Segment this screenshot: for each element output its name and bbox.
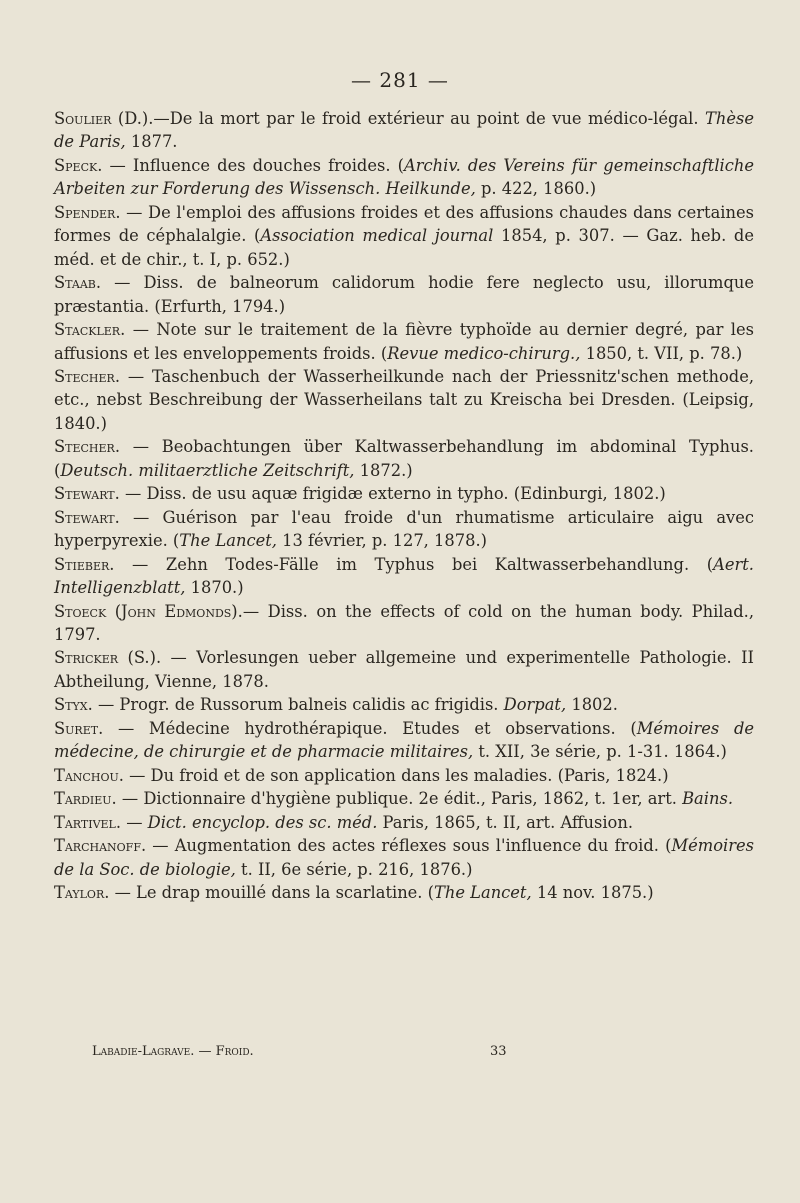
- entry-author: Tardieu.: [54, 789, 117, 809]
- entry-author: Stieber.: [54, 554, 115, 574]
- entry-text: — Beobachtungen über Kaltwasserbehandlung im abdominal Typhus. (: [54, 437, 754, 480]
- entry-text: (D.).—De la mort par le froid extérieur au point de vue médico-légal.: [111, 109, 706, 128]
- entry-author: Suret.: [54, 718, 104, 738]
- entry-source: The Lancet,: [179, 531, 277, 551]
- entry-source: Association medical journal: [260, 226, 494, 246]
- entry-author: Stoeck (John Edmonds).: [54, 601, 243, 621]
- bibliography-entry: [54, 506, 754, 553]
- entry-details: 1802.: [566, 695, 618, 715]
- entry-text: — Taschenbuch der Wasserheilkunde nach der Priessnitz'schen methode, etc., nebst Beschreibung der Wasserheilans talt zu Kreischa bei Dresden. (Leipsig, 1840.): [54, 366, 754, 433]
- entry-source: The Lancet,: [434, 882, 532, 902]
- entry-text: (S.). — Vorlesungen ueber allgemeine und experimentelle Pathologie. II Abtheilung, Vienne, 1878.: [54, 648, 754, 691]
- entry-text: — Du froid et de son application dans les maladies. (Paris, 1824.): [123, 765, 669, 785]
- footer-signature: [92, 1044, 512, 1059]
- bibliography-entry: [54, 482, 754, 505]
- bibliography-list: [54, 107, 754, 904]
- sheet-number: 33: [490, 1044, 507, 1059]
- entry-source: Archiv. des Vereins für gemeinschaftliche Arbeiten zur Forderung des Wissensch. Heilkunde,: [54, 155, 754, 199]
- bibliography-entry: [54, 717, 754, 764]
- entry-details: 1854, p. 307. — Gaz. heb. de méd. et de chir., t. I, p. 652.): [54, 226, 754, 269]
- entry-text: — Influence des douches froides. (: [102, 155, 404, 175]
- entry-author: Stackler.: [54, 320, 126, 340]
- bibliography-entry: [54, 646, 754, 693]
- bibliography-entry: [54, 693, 754, 716]
- footer-signature-text: Labadie-Lagrave. — Froid.: [92, 1044, 254, 1059]
- entry-text: — Médecine hydrothérapique. Etudes et observations. (: [103, 718, 637, 738]
- entry-author: Soulier: [54, 109, 112, 128]
- entry-details: t. II, 6e série, p. 216, 1876.): [235, 859, 473, 879]
- entry-text: — Note sur le traitement de la fièvre typhoïde au dernier degré, par les affusions et les enveloppements froids. (: [54, 320, 754, 363]
- entry-author: Stecher.: [54, 366, 121, 386]
- entry-source: Dorpat,: [503, 695, 567, 715]
- entry-source: Thèse de Paris,: [54, 109, 754, 152]
- entry-text: — Progr. de Russorum balneis calidis ac frigidis.: [92, 695, 504, 715]
- entry-text: — Le drap mouillé dans la scarlatine. (: [109, 882, 435, 902]
- bibliography-entry: [54, 787, 754, 810]
- entry-source: Dict. encyclop. des sc. méd.: [147, 812, 378, 832]
- entry-author: Styx.: [54, 695, 93, 715]
- entry-author: Taylor.: [54, 882, 110, 902]
- entry-details: 14 nov. 1875.): [531, 882, 654, 902]
- entry-author: Staab.: [54, 273, 102, 293]
- entry-text: — Zehn Todes-Fälle im Typhus bei Kaltwasserbehandlung. (: [114, 554, 714, 574]
- entry-details: 1872.): [354, 460, 413, 480]
- entry-details: t. XII, 3e série, p. 1-31. 1864.): [473, 742, 727, 762]
- entry-details: Paris, 1865, t. II, art. Affusion.: [377, 812, 634, 832]
- entry-details: 13 février, p. 127, 1878.): [276, 531, 487, 551]
- entry-text: — Dictionnaire d'hygiène publique. 2e édit., Paris, 1862, t. 1er, art.: [116, 789, 683, 809]
- entry-text: — Augmentation des actes réflexes sous l'influence du froid. (: [146, 836, 672, 856]
- entry-source: Bains.: [682, 789, 733, 809]
- entry-source: Aert. Intelligenzblatt,: [54, 554, 754, 598]
- entry-author: Stewart.: [54, 507, 120, 527]
- entry-author: Spender.: [54, 202, 121, 222]
- entry-details: 1850, t. VII, p. 78.): [580, 343, 743, 363]
- bibliography-entry: [54, 553, 754, 600]
- bibliography-entry: [54, 318, 754, 365]
- entry-text: — Diss. de balneorum calidorum hodie fere neglecto usu, illorumque præstantia. (Erfurth, 1794.): [54, 273, 754, 316]
- entry-text: — Diss. de usu aquæ frigidæ externo in typho. (Edinburgi, 1802.): [119, 484, 666, 504]
- entry-author: Stricker: [54, 648, 119, 668]
- bibliography-entry: [54, 201, 754, 271]
- entry-author: Tartivel.: [54, 812, 122, 832]
- entry-text: — Diss. on the effects of cold on the human body. Philad., 1797.: [54, 601, 754, 644]
- entry-text: — Guérison par l'eau froide d'un rhumatisme articulaire aigu avec hyperpyrexie. (: [54, 507, 754, 551]
- entry-details: p. 422, 1860.): [475, 179, 597, 199]
- bibliography-entry: [54, 811, 754, 834]
- bibliography-entry: [54, 271, 754, 318]
- bibliography-entry: [54, 107, 754, 154]
- entry-author: Stecher.: [54, 437, 121, 457]
- bibliography-entry: [54, 154, 754, 201]
- bibliography-entry: [54, 600, 754, 647]
- entry-source: Deutsch. militaerztliche Zeitschrift,: [60, 460, 355, 480]
- entry-author: Tarchanoff.: [54, 836, 147, 856]
- bibliography-entry: [54, 881, 754, 904]
- entry-text: — De l'emploi des affusions froides et des affusions chaudes dans certaines formes de céphalalgie. (: [54, 202, 754, 246]
- bibliography-entry: [54, 365, 754, 435]
- entry-details: 1870.): [185, 578, 244, 598]
- entry-text: —: [121, 812, 148, 832]
- entry-source: Mémoires de la Soc. de biologie,: [54, 836, 754, 879]
- entry-author: Stewart.: [54, 484, 120, 504]
- entry-source: Mémoires de médecine, de chirurgie et de pharmacie militaires,: [54, 718, 754, 762]
- entry-author: Tanchou.: [54, 765, 124, 785]
- page-number: — 281 —: [351, 68, 449, 92]
- entry-source: Revue medico-chirurg.,: [387, 343, 581, 363]
- entry-author: Speck.: [54, 155, 103, 175]
- bibliography-entry: [54, 834, 754, 881]
- bibliography-entry: [54, 764, 754, 787]
- entry-details: 1877.: [125, 132, 178, 152]
- bibliography-entry: [54, 435, 754, 482]
